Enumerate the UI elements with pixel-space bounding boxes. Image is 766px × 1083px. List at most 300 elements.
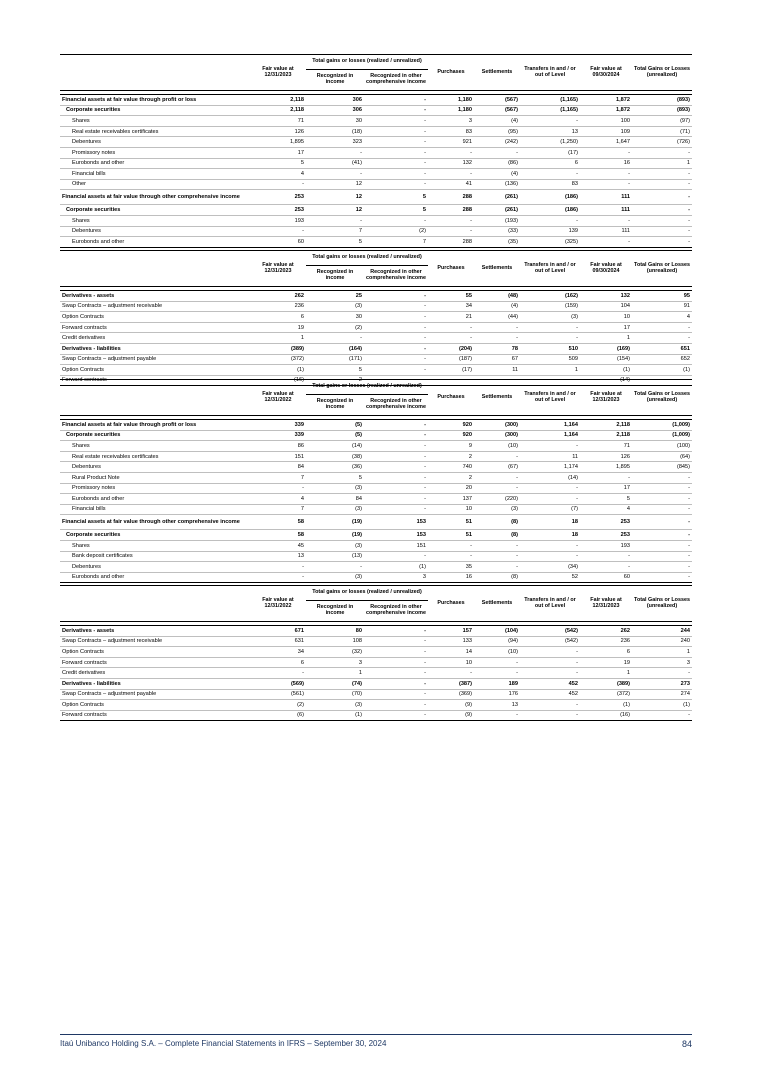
table-row	[60, 137, 692, 148]
cell-value: 52	[520, 572, 580, 583]
col-purchases: Purchases	[428, 251, 474, 287]
cell-value: -	[474, 562, 520, 573]
cell-value: (387)	[428, 678, 474, 689]
col-total-gl-unrealized: Total Gains or Losses (unrealized)	[632, 55, 692, 91]
cell-value: -	[364, 95, 428, 106]
cell-value: 1,895	[250, 137, 306, 148]
col-recognized-income: Recognized in income	[306, 395, 364, 416]
cell-value: -	[306, 215, 364, 226]
cell-value: (1)	[250, 365, 306, 376]
cell-value: 452	[520, 689, 580, 700]
cell-value: 111	[580, 205, 632, 216]
cell-value: -	[632, 572, 692, 583]
cell-value: 288	[428, 237, 474, 248]
row-label: Promissory notes	[60, 147, 250, 158]
cell-value: 236	[580, 636, 632, 647]
cell-value: (261)	[474, 190, 520, 205]
col-fair-value-open: Fair value at 12/31/2023	[250, 251, 306, 287]
table-row	[60, 190, 692, 205]
col-recognized-income: Recognized in income	[306, 266, 364, 287]
cell-value: 920	[428, 420, 474, 431]
cell-value: 339	[250, 420, 306, 431]
cell-value: -	[520, 710, 580, 721]
row-label: Debentures	[60, 462, 250, 473]
cell-value: 193	[580, 540, 632, 551]
cell-value: -	[364, 700, 428, 711]
cell-value: (100)	[632, 441, 692, 452]
cell-value: (1)	[632, 365, 692, 376]
cell-value: (3)	[306, 301, 364, 312]
row-label: Eurobonds and other	[60, 237, 250, 248]
cell-value: -	[632, 494, 692, 505]
cell-value: 273	[632, 678, 692, 689]
row-label: Other	[60, 179, 250, 190]
cell-value: 921	[428, 137, 474, 148]
cell-value: (17)	[428, 365, 474, 376]
cell-value: -	[428, 322, 474, 333]
cell-value: 2	[306, 375, 364, 386]
cell-value: -	[364, 105, 428, 116]
row-label: Promissory notes	[60, 483, 250, 494]
cell-value: 2,118	[250, 95, 306, 106]
cell-value: 5	[580, 494, 632, 505]
cell-value: 80	[306, 626, 364, 637]
cell-value: (1,250)	[520, 137, 580, 148]
table-row	[60, 657, 692, 668]
row-label: Corporate securities	[60, 205, 250, 216]
cell-value: 111	[580, 190, 632, 205]
cell-value: 3	[428, 116, 474, 127]
cell-value: 2,118	[250, 105, 306, 116]
cell-value: (44)	[474, 312, 520, 323]
cell-value: 17	[250, 147, 306, 158]
table-row	[60, 710, 692, 721]
cell-value: 1	[250, 333, 306, 344]
cell-value: -	[632, 237, 692, 248]
cell-value: -	[632, 169, 692, 180]
cell-value: -	[364, 365, 428, 376]
cell-value: 189	[474, 678, 520, 689]
cell-value: -	[250, 483, 306, 494]
cell-value: 16	[580, 158, 632, 169]
cell-value: 240	[632, 636, 692, 647]
table-row	[60, 647, 692, 658]
col-transfers: Transfers in and / or out of Level	[520, 586, 580, 622]
table-row	[60, 237, 692, 248]
cell-value: -	[632, 205, 692, 216]
cell-value: 86	[250, 441, 306, 452]
col-recognized-oci: Recognized in other comprehensive income	[364, 601, 428, 622]
cell-value: 1	[632, 158, 692, 169]
cell-value: -	[474, 668, 520, 679]
cell-value: 21	[428, 312, 474, 323]
cell-value: (893)	[632, 95, 692, 106]
col-total-gains: Total gains or losses (realized / unrealized)	[312, 58, 422, 65]
cell-value: (187)	[428, 354, 474, 365]
cell-value: -	[632, 551, 692, 562]
cell-value: -	[580, 237, 632, 248]
cell-value: 67	[474, 354, 520, 365]
row-label: Shares	[60, 215, 250, 226]
cell-value: 83	[428, 126, 474, 137]
cell-value: 253	[580, 515, 632, 530]
row-label: Forward contracts	[60, 375, 250, 386]
cell-value: 84	[306, 494, 364, 505]
cell-value: 339	[250, 430, 306, 441]
cell-value: (13)	[306, 551, 364, 562]
cell-value: -	[364, 636, 428, 647]
col-fair-value-open: Fair value at 12/31/2023	[250, 55, 306, 91]
cell-value: -	[364, 301, 428, 312]
table-row	[60, 530, 692, 541]
cell-value: (186)	[520, 190, 580, 205]
cell-value: 652	[632, 354, 692, 365]
footer-text: Itaú Unibanco Holding S.A. – Complete Financial Statements in IFRS – September 30, 2024	[60, 1039, 387, 1048]
cell-value: 4	[250, 169, 306, 180]
cell-value: 5	[306, 237, 364, 248]
cell-value: -	[364, 710, 428, 721]
cell-value: -	[250, 226, 306, 237]
cell-value: (1)	[580, 365, 632, 376]
table-row	[60, 636, 692, 647]
cell-value: 84	[250, 462, 306, 473]
cell-value: 10	[428, 504, 474, 515]
table-row	[60, 215, 692, 226]
cell-value: -	[428, 375, 474, 386]
cell-value: 19	[580, 657, 632, 668]
cell-value: (4)	[474, 169, 520, 180]
cell-value: (104)	[474, 626, 520, 637]
row-label: Real estate receivables certificates	[60, 126, 250, 137]
cell-value: (542)	[520, 626, 580, 637]
cell-value: (64)	[632, 451, 692, 462]
cell-value: 108	[306, 636, 364, 647]
cell-value: (48)	[474, 291, 520, 302]
table-row	[60, 540, 692, 551]
cell-value: 34	[250, 647, 306, 658]
row-label: Shares	[60, 441, 250, 452]
cell-value: -	[474, 375, 520, 386]
row-label: Swap Contracts – adjustment receivable	[60, 301, 250, 312]
cell-value: -	[364, 126, 428, 137]
cell-value: 288	[428, 205, 474, 216]
cell-value: 1,872	[580, 105, 632, 116]
row-label: Derivatives - liabilities	[60, 343, 250, 354]
row-label: Debentures	[60, 137, 250, 148]
cell-value: 244	[632, 626, 692, 637]
cell-value: (372)	[580, 689, 632, 700]
row-label: Financial assets at fair value through other comprehensive income	[60, 190, 250, 205]
row-label: Corporate securities	[60, 430, 250, 441]
cell-value: -	[250, 572, 306, 583]
cell-value: -	[632, 333, 692, 344]
table-row	[60, 472, 692, 483]
cell-value: 193	[250, 215, 306, 226]
cell-value: (7)	[520, 504, 580, 515]
cell-value: -	[520, 668, 580, 679]
cell-value: 14	[428, 647, 474, 658]
cell-value: 5	[306, 472, 364, 483]
cell-value: (1,009)	[632, 420, 692, 431]
cell-value: 2,118	[580, 420, 632, 431]
cell-value: (97)	[632, 116, 692, 127]
cell-value: -	[250, 179, 306, 190]
cell-value: 7	[306, 226, 364, 237]
cell-value: -	[364, 668, 428, 679]
cell-value: (186)	[520, 205, 580, 216]
row-label: Derivatives - liabilities	[60, 678, 250, 689]
cell-value: 6	[580, 647, 632, 658]
cell-value: 253	[580, 530, 632, 541]
cell-value: 11	[474, 365, 520, 376]
row-label: Financial bills	[60, 169, 250, 180]
table-row	[60, 441, 692, 452]
table-row	[60, 483, 692, 494]
cell-value: -	[580, 169, 632, 180]
row-label: Financial assets at fair value through profit or loss	[60, 95, 250, 106]
cell-value: -	[306, 562, 364, 573]
cell-value: 4	[250, 494, 306, 505]
cell-value: (845)	[632, 462, 692, 473]
cell-value: 30	[306, 116, 364, 127]
cell-value: -	[474, 540, 520, 551]
cell-value: -	[364, 158, 428, 169]
table-row	[60, 515, 692, 530]
row-label: Rural Product Note	[60, 472, 250, 483]
row-label: Debentures	[60, 562, 250, 573]
cell-value: -	[364, 322, 428, 333]
cell-value: -	[474, 472, 520, 483]
table-row	[60, 494, 692, 505]
cell-value: (5)	[306, 420, 364, 431]
cell-value: 13	[474, 700, 520, 711]
cell-value: (94)	[474, 636, 520, 647]
cell-value: -	[364, 689, 428, 700]
cell-value: 83	[520, 179, 580, 190]
table-row	[60, 126, 692, 137]
table-1	[60, 54, 692, 248]
cell-value: 510	[520, 343, 580, 354]
cell-value: -	[364, 494, 428, 505]
cell-value: 323	[306, 137, 364, 148]
cell-value: 1	[520, 365, 580, 376]
cell-value: (9)	[428, 700, 474, 711]
table-row	[60, 226, 692, 237]
table-row	[60, 504, 692, 515]
cell-value: 306	[306, 95, 364, 106]
col-settlements: Settlements	[474, 380, 520, 416]
cell-value: (3)	[306, 540, 364, 551]
cell-value: -	[520, 215, 580, 226]
col-purchases: Purchases	[428, 55, 474, 91]
col-recognized-income: Recognized in income	[306, 601, 364, 622]
cell-value: -	[364, 147, 428, 158]
row-label: Option Contracts	[60, 647, 250, 658]
cell-value: -	[520, 322, 580, 333]
cell-value: 139	[520, 226, 580, 237]
cell-value: 13	[250, 551, 306, 562]
cell-value: 306	[306, 105, 364, 116]
table-row	[60, 668, 692, 679]
row-label: Financial assets at fair value through other comprehensive income	[60, 515, 250, 530]
table-row	[60, 430, 692, 441]
cell-value: (2)	[306, 322, 364, 333]
table-row	[60, 343, 692, 354]
cell-value: 18	[520, 530, 580, 541]
cell-value: -	[580, 562, 632, 573]
row-label: Derivatives - assets	[60, 291, 250, 302]
cell-value: (36)	[306, 462, 364, 473]
cell-value: 12	[306, 179, 364, 190]
cell-value: -	[632, 226, 692, 237]
cell-value: -	[364, 472, 428, 483]
col-recognized-oci: Recognized in other comprehensive income	[364, 266, 428, 287]
cell-value: 78	[474, 343, 520, 354]
cell-value: (3)	[306, 572, 364, 583]
table-row	[60, 420, 692, 431]
col-total-gains: Total gains or losses (realized / unrealized)	[312, 254, 422, 261]
col-fair-value-open: Fair value at 12/31/2022	[250, 380, 306, 416]
cell-value: (16)	[250, 375, 306, 386]
cell-value: 1,180	[428, 95, 474, 106]
cell-value: -	[520, 700, 580, 711]
cell-value: -	[364, 333, 428, 344]
cell-value: (2)	[250, 700, 306, 711]
cell-value: -	[364, 451, 428, 462]
cell-value: -	[632, 530, 692, 541]
cell-value: (3)	[520, 312, 580, 323]
cell-value: (10)	[474, 441, 520, 452]
cell-value: 6	[250, 312, 306, 323]
cell-value: (726)	[632, 137, 692, 148]
cell-value: 631	[250, 636, 306, 647]
cell-value: (1,165)	[520, 105, 580, 116]
cell-value: 1	[306, 668, 364, 679]
row-label: Financial bills	[60, 504, 250, 515]
row-label: Eurobonds and other	[60, 572, 250, 583]
cell-value: (41)	[306, 158, 364, 169]
table-row	[60, 451, 692, 462]
cell-value: (14)	[520, 472, 580, 483]
cell-value: -	[364, 441, 428, 452]
table-row	[60, 365, 692, 376]
cell-value: 5	[364, 190, 428, 205]
cell-value: -	[364, 657, 428, 668]
fair-value-table	[60, 379, 692, 583]
cell-value: 30	[306, 312, 364, 323]
col-fair-value-close: Fair value at 09/30/2024	[580, 55, 632, 91]
cell-value: (3)	[306, 483, 364, 494]
table-row	[60, 626, 692, 637]
cell-value: -	[428, 668, 474, 679]
row-label: Credit derivatives	[60, 333, 250, 344]
cell-value: 132	[428, 158, 474, 169]
cell-value: 1	[580, 668, 632, 679]
cell-value: (389)	[580, 678, 632, 689]
cell-value: 6	[250, 657, 306, 668]
cell-value: -	[364, 116, 428, 127]
fair-value-table	[60, 585, 692, 721]
cell-value: 1,647	[580, 137, 632, 148]
cell-value: 2	[428, 472, 474, 483]
cell-value: (169)	[580, 343, 632, 354]
cell-value: (17)	[520, 147, 580, 158]
cell-value: -	[364, 551, 428, 562]
cell-value: (204)	[428, 343, 474, 354]
cell-value: (300)	[474, 420, 520, 431]
cell-value: -	[474, 147, 520, 158]
cell-value: -	[632, 375, 692, 386]
col-total-gl-unrealized: Total Gains or Losses (unrealized)	[632, 251, 692, 287]
cell-value: -	[474, 710, 520, 721]
row-label: Debentures	[60, 226, 250, 237]
col-total-gains: Total gains or losses (realized / unrealized)	[312, 589, 422, 596]
cell-value: 25	[306, 291, 364, 302]
cell-value: -	[520, 657, 580, 668]
cell-value: 71	[250, 116, 306, 127]
cell-value: 45	[250, 540, 306, 551]
row-label: Shares	[60, 116, 250, 127]
cell-value: 4	[580, 504, 632, 515]
cell-value: (3)	[306, 504, 364, 515]
cell-value: (34)	[520, 562, 580, 573]
cell-value: -	[428, 333, 474, 344]
cell-value: 5	[250, 158, 306, 169]
cell-value: -	[364, 483, 428, 494]
table-row	[60, 462, 692, 473]
cell-value: 5	[306, 365, 364, 376]
table-row	[60, 147, 692, 158]
cell-value: (14)	[306, 441, 364, 452]
row-label: Option Contracts	[60, 365, 250, 376]
cell-value: 58	[250, 515, 306, 530]
cell-value: -	[364, 504, 428, 515]
cell-value: -	[474, 483, 520, 494]
table-row	[60, 301, 692, 312]
cell-value: 1	[632, 647, 692, 658]
cell-value: 16	[428, 572, 474, 583]
table-row	[60, 562, 692, 573]
cell-value: -	[632, 215, 692, 226]
cell-value: (74)	[306, 678, 364, 689]
cell-value: (9)	[428, 710, 474, 721]
col-settlements: Settlements	[474, 586, 520, 622]
cell-value: 126	[250, 126, 306, 137]
row-label: Swap Contracts – adjustment payable	[60, 689, 250, 700]
cell-value: -	[580, 551, 632, 562]
cell-value: 95	[632, 291, 692, 302]
table-row	[60, 312, 692, 323]
cell-value: 19	[250, 322, 306, 333]
cell-value: (67)	[474, 462, 520, 473]
cell-value: 10	[580, 312, 632, 323]
row-label: Credit derivatives	[60, 668, 250, 679]
page-footer	[60, 1034, 692, 1049]
cell-value: 12	[306, 190, 364, 205]
cell-value: 20	[428, 483, 474, 494]
cell-value: -	[364, 430, 428, 441]
row-label: Swap Contracts – adjustment payable	[60, 354, 250, 365]
table-row	[60, 354, 692, 365]
cell-value: (32)	[306, 647, 364, 658]
cell-value: (1,165)	[520, 95, 580, 106]
cell-value: 1,164	[520, 420, 580, 431]
cell-value: -	[474, 451, 520, 462]
cell-value: 4	[632, 312, 692, 323]
col-settlements: Settlements	[474, 251, 520, 287]
cell-value: (70)	[306, 689, 364, 700]
cell-value: (1)	[306, 710, 364, 721]
